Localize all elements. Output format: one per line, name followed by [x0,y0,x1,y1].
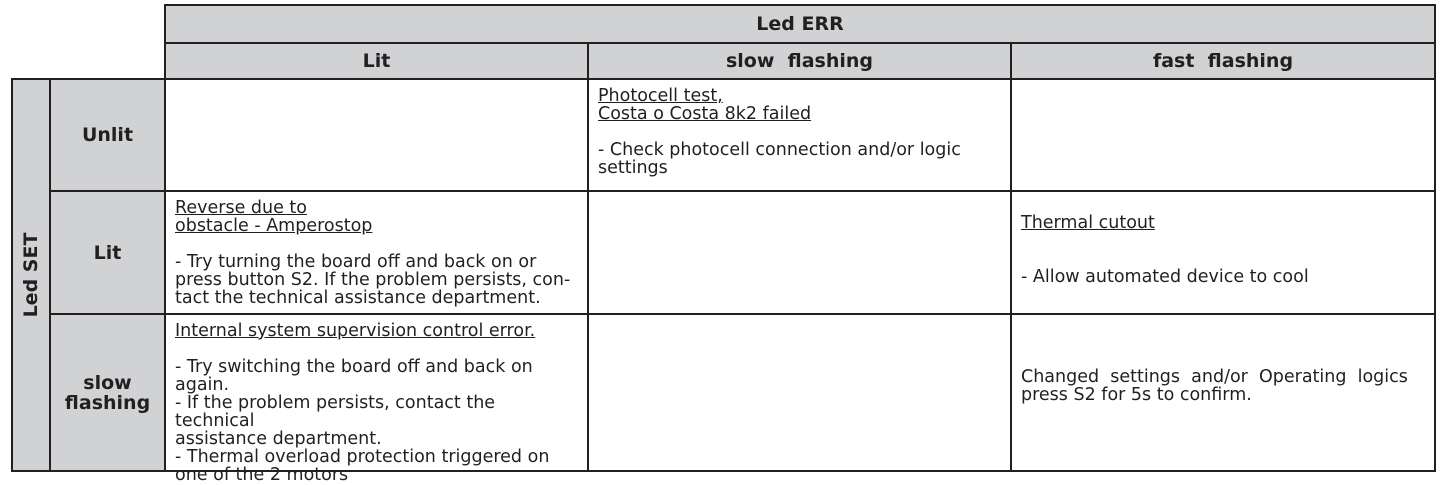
column-header-fast-flashing [1010,42,1436,80]
table-cell-unlit-lit [164,78,589,192]
cell-text-line: - Try turning the board off and back on or [175,252,537,272]
table-cell-lit-slow-flashing [587,190,1012,315]
row-header-label-line: flashing [64,391,151,414]
column-header-label: fast flashing [1152,50,1294,72]
led-set-header-label: Led SET [20,232,42,318]
cell-title-line: obstacle - Amperostop [175,216,373,236]
cell-title-line: Thermal cutout [1021,213,1155,233]
table-cell-slow-flashing-slow-flashing [587,313,1012,472]
cell-text-line: - Allow automated device to cool [1021,267,1309,287]
row-header-label: Unlit [81,124,134,146]
cell-text-line: tact the technical assistance department. [175,288,541,308]
column-header-label: Lit [362,50,391,72]
table-cell-slow-flashing-lit [164,313,589,485]
cell-text-line: - Try switching the board off and back on [175,357,533,377]
row-header-lit [49,190,166,315]
cell-text-line: - Thermal overload protection triggered on [175,447,550,467]
row-header-unlit [49,78,166,192]
table-cell-lit-lit [164,190,589,315]
row-header-slow-flashing [49,313,166,472]
cell-text-line: press S2 for 5s to confirm. [1021,385,1252,405]
column-header-slow-flashing [587,42,1012,80]
cell-text-line: press button S2. If the problem persists, con- [175,270,571,290]
column-header-label: slow flashing [725,50,874,72]
cell-title-line: Reverse due to [175,198,308,218]
table-cell-unlit-fast-flashing [1010,78,1436,192]
cell-title-line: Internal system supervision control error. [175,321,536,341]
row-header-label: Lit [93,241,122,264]
cell-title-line: Costa o Costa 8k2 failed [598,104,812,124]
table-cell-unlit-slow-flashing [587,78,1012,192]
cell-text-line: again. [175,375,230,395]
cell-text-line: Changed settings and/or Operating logics [1021,367,1408,387]
led-err-header-label: Led ERR [756,13,844,35]
row-header-label-line: slow [83,371,132,394]
cell-text-line: - If the problem persists, contact the technical [175,393,496,431]
led-err-header [164,4,1436,44]
table-cell-lit-fast-flashing [1010,190,1436,315]
column-header-lit [164,42,589,80]
cell-text-line: settings [598,158,668,178]
cell-text-line: assistance department. [175,429,382,449]
cell-title-line: Photocell test, [598,86,723,106]
cell-text-line: one of the 2 motors [175,465,349,485]
table-cell-slow-flashing-fast-flashing [1010,313,1436,472]
cell-text-line: - Check photocell connection and/or logic [598,140,961,160]
led-set-header [11,78,51,472]
